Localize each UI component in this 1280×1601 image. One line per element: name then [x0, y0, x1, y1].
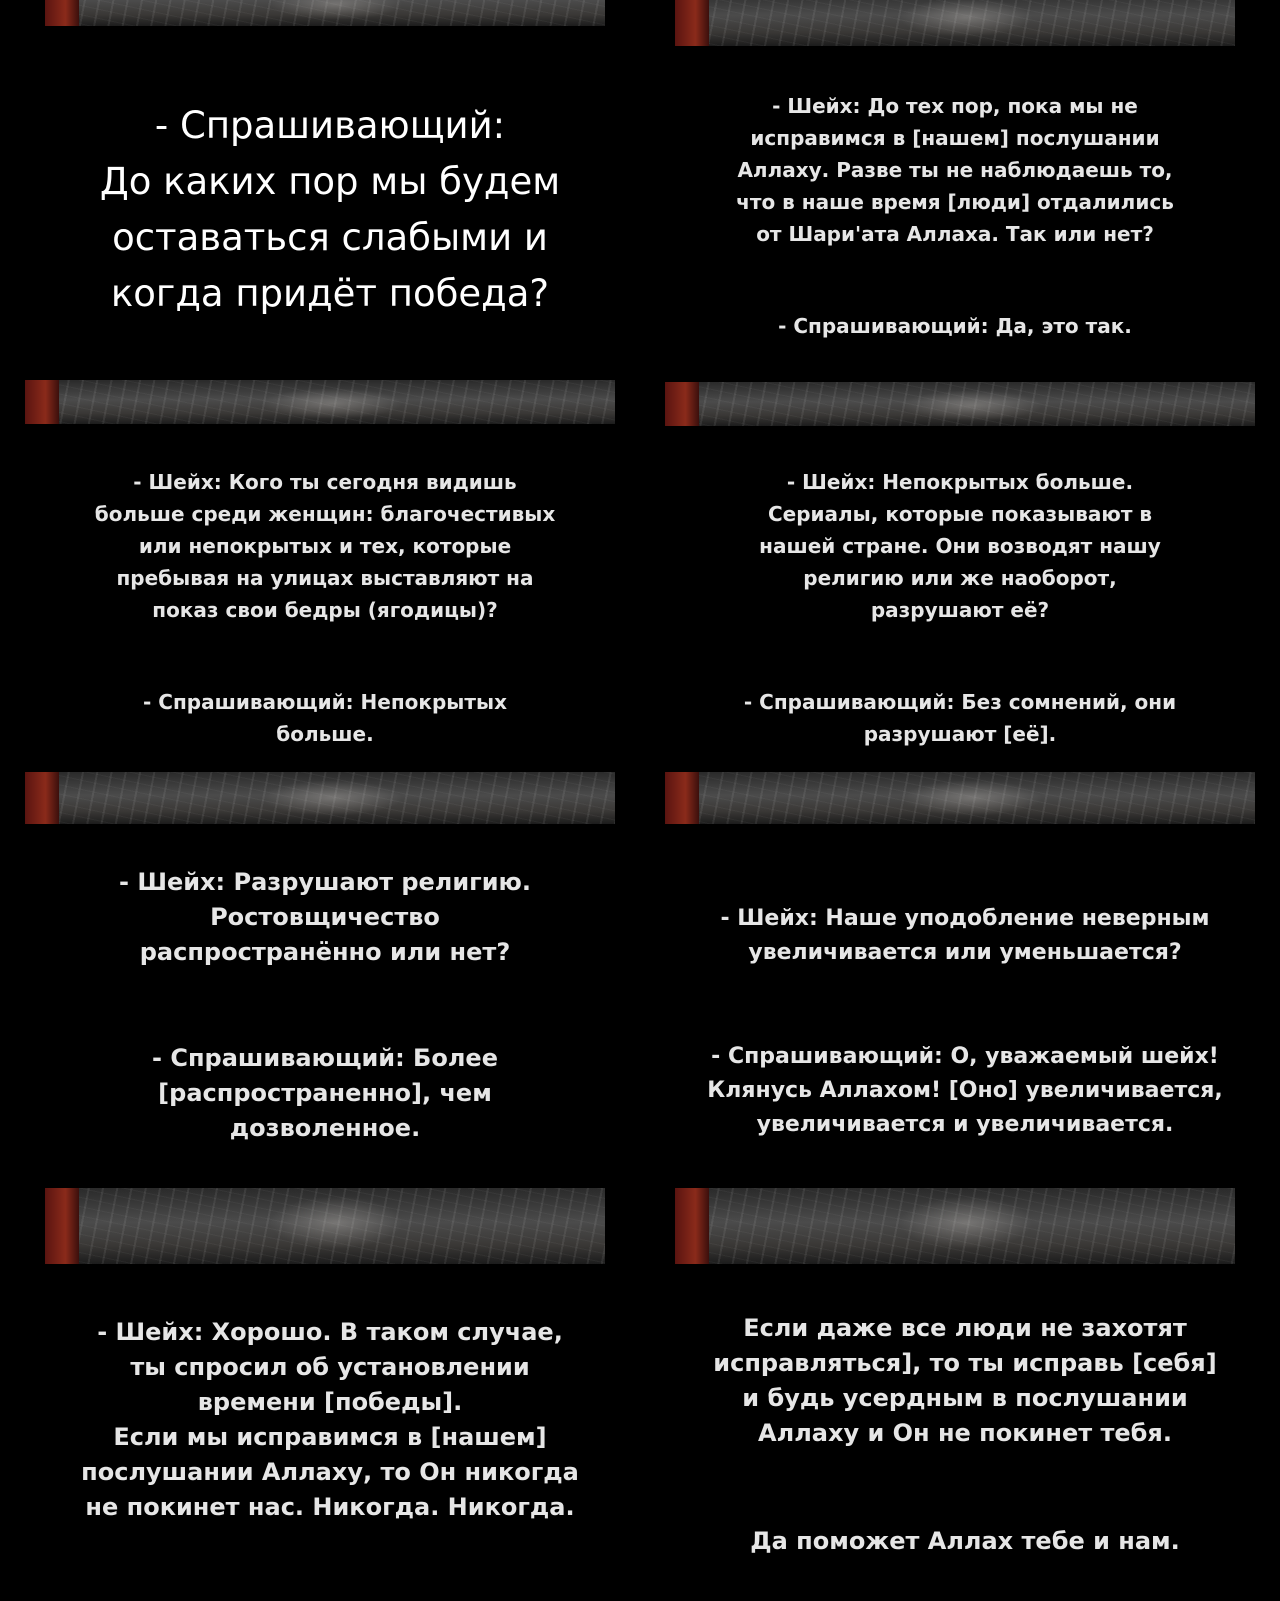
panel-3-caption — [20, 434, 630, 750]
panel-4-caption — [660, 434, 1260, 750]
video-frame-strip — [45, 1188, 605, 1264]
video-frame-strip — [45, 0, 605, 26]
caption-paragraph: - Шейх: Наше уподобление неверным увеличивается или уменьшается? — [720, 906, 1210, 965]
video-frame-strip — [25, 772, 615, 824]
paragraph-gap — [650, 1451, 1280, 1489]
caption-paragraph: - Шейх: Разрушают религию. Ростовщичество распространённо или нет? — [119, 868, 531, 966]
paragraph-gap — [660, 626, 1260, 654]
panel-5-caption — [20, 830, 630, 1146]
caption-paragraph: - Шейх: Хорошо. В таком случае, ты спросил об установлении времени [победы]. Если мы исправимся в [нашем] послушании Аллаху, то Он никогда не покинет нас. Никогда. Никогда. — [81, 1318, 579, 1521]
panel-7-caption — [20, 1280, 640, 1525]
caption-paragraph: - Шейх: Непокрытых больше. Сериалы, которые показывают в нашей стране. Они возводят нашу религию или же наоборот, разрушают её? — [759, 470, 1161, 622]
video-frame-strip — [675, 0, 1235, 46]
video-frame-strip — [665, 382, 1255, 426]
paragraph-gap — [650, 970, 1280, 1006]
caption-paragraph: - Спрашивающий: До каких пор мы будем оставаться слабыми и когда придёт победа? — [99, 104, 561, 315]
caption-paragraph: - Спрашивающий: Более [распространенно], чем дозволенное. — [152, 1044, 498, 1142]
caption-paragraph: - Спрашивающий: Да, это так. — [778, 314, 1132, 338]
caption-paragraph: Если даже все люди не захотят исправляться], то ты исправь [себя] и будь усердным в послушании Аллаху и Он не покинет тебя. — [713, 1314, 1217, 1447]
caption-paragraph: - Спрашивающий: О, уважаемый шейх! Клянусь Аллахом! [Оно] увеличивается, увеличивается и увеличивается. — [707, 1044, 1223, 1137]
caption-paragraph: - Шейх: До тех пор, пока мы не исправимся в [нашем] послушании Аллаху. Разве ты не наблюдаешь то, что в наше время [люди] отдалились от Шари'ата Аллаха. Так или нет? — [736, 94, 1174, 246]
paragraph-gap — [655, 250, 1255, 278]
paragraph-gap — [20, 970, 630, 1006]
paragraph-gap — [20, 626, 630, 654]
caption-paragraph: - Шейх: Кого ты сегодня видишь больше среди женщин: благочестивых или непокрытых и тех, которые пребывая на улицах выставляют на показ свои бедры (ягодицы)? — [94, 470, 556, 622]
caption-paragraph: - Спрашивающий: Без сомнений, они разрушают [её]. — [743, 690, 1177, 746]
video-frame-strip — [25, 380, 615, 424]
video-frame-strip — [675, 1188, 1235, 1264]
panel-6-caption — [650, 868, 1280, 1142]
panel-2-caption — [655, 58, 1255, 342]
caption-paragraph: Да поможет Аллах тебе и нам. — [750, 1527, 1180, 1555]
panel-1-caption — [20, 42, 640, 322]
caption-paragraph: - Спрашивающий: Непокрытых больше. — [143, 690, 507, 746]
panel-8-caption — [650, 1276, 1280, 1559]
video-frame-strip — [665, 772, 1255, 824]
